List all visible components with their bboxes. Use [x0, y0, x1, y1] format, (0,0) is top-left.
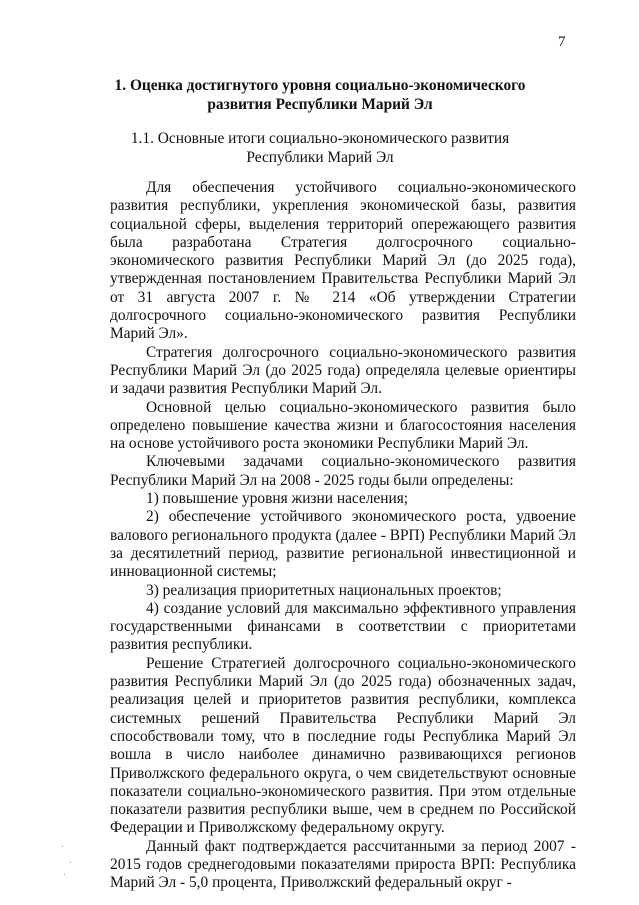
paragraph: Данный факт подтверждается рассчитанными за период 2007 - 2015 годов среднегодовыми показателями прироста ВРП: Республика Марий Эл - 5,0 процента, Приволжский федеральный округ -	[110, 837, 576, 892]
subsection-heading-line-1: 1.1. Основные итоги социально-экономического развития	[130, 130, 510, 147]
body-text	[110, 179, 576, 893]
paragraph: Стратегия долгосрочного социально-экономического развития Республики Марий Эл (до 2025 года) определяла целевые ориентиры и задачи развития Республики Марий Эл.	[110, 343, 576, 398]
scan-specks	[60, 840, 100, 880]
paragraph: Решение Стратегией долгосрочного социально-экономического развития Республики Марий Эл (до 2025 года) обозначенных задач, реализация целей и приоритетов развития республики, комплекса системных решений Правительства Республики Марий Эл способствовали тому, что в последние годы Республика Марий Эл вошла в число наиболее динамично развивающихся регионов Приволжского федерального округа, о чем свидетельствуют основные показатели социально-экономического развития. При этом отдельные показатели развития республики выше, чем в среднем по Российской Федерации и Приволжскому федеральному округу.	[110, 654, 576, 837]
section-heading-line-2: развития Республики Марий Эл	[207, 96, 433, 113]
paragraph: Ключевыми задачами социально-экономического развития Республики Марий Эл на 2008 - 2025 годы были определены:	[110, 453, 576, 489]
list-item: 3) реализация приоритетных национальных проектов;	[146, 581, 502, 599]
section-heading	[60, 76, 580, 114]
page-number: 7	[558, 34, 566, 50]
list-item: 4) создание условий для максимально эффективного управления государственными финансами в соответствии с приоритетами развития республики.	[110, 599, 576, 654]
list-item: 1) повышение уровня жизни населения;	[146, 490, 409, 508]
section-heading-line-1: 1. Оценка достигнутого уровня социально-экономического	[114, 77, 526, 94]
paragraph: Основной целью социально-экономического развития было определено повышение качества жизни и благосостояния населения на основе устойчивого роста экономики Республики Марий Эл.	[110, 398, 576, 453]
list-item: 2) обеспечение устойчивого экономического роста, удвоение валового регионального продукта (далее - ВРП) Республики Марий Эл за десятилетний период, развитие региональной инвестиционной и инновационной системы;	[110, 508, 576, 581]
subsection-heading	[60, 129, 580, 167]
paragraph: Для обеспечения устойчивого социально-экономического развития республики, укрепления экономической базы, развития социальной сферы, выделения территорий опережающего развития была разработана Стратегия долгосрочного социально-экономического развития Республики Марий Эл (до 2025 года), утвержденная постановлением Правительства Республики Марий Эл от 31 августа 2007 г. № 214 «Об утверждении Стратегии долгосрочного социально-экономического развития Республики Марий Эл».	[110, 179, 576, 343]
subsection-heading-line-2: Республики Марий Эл	[246, 149, 394, 166]
